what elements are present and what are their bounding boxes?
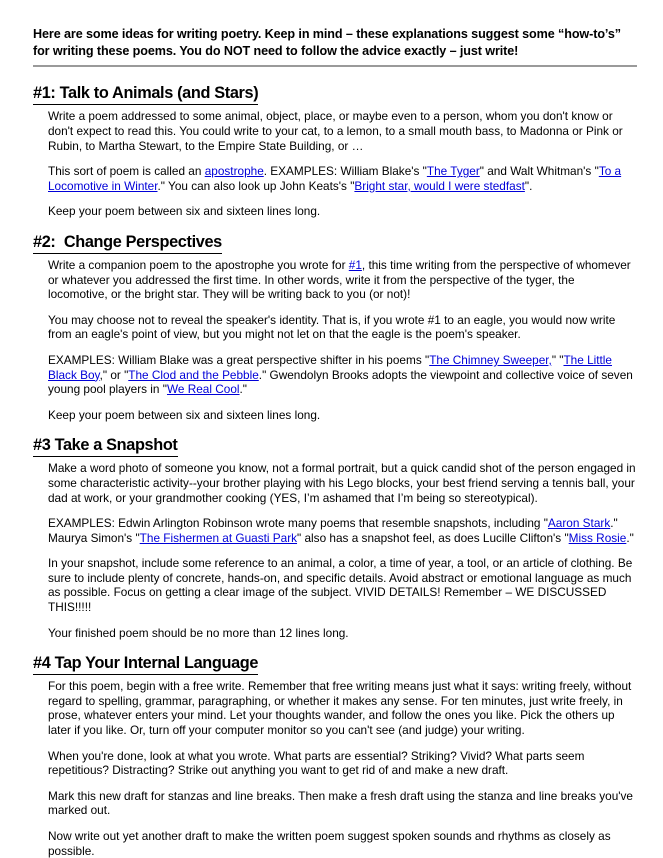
text-run: When you're done, look at what you wrote. What parts are essential? Striking? Vivid? What parts seem repetitious? Distracting? Strike out anything you want to get rid of and make a new draft. — [48, 748, 585, 778]
text-run: . EXAMPLES: William Blake's " — [263, 164, 427, 179]
paragraph — [48, 204, 637, 219]
text-run: , this time writing from the perspective of whomever or whatever you addressed the first time. In other words, write it from the perspective of the tyger, the locomotive, or the bright star. They will be writing back to you (or not)! — [48, 257, 631, 302]
paragraph — [48, 556, 637, 614]
section-body — [33, 258, 639, 422]
paragraph — [48, 749, 637, 778]
paragraph — [48, 408, 637, 423]
section-body — [33, 109, 639, 219]
text-run: Now write out yet another draft to make the written poem suggest spoken sounds and rhythms as closely as possible. — [48, 829, 611, 858]
text-run: " " — [551, 352, 564, 367]
section-body — [33, 679, 639, 858]
text-run: Write a companion poem to the apostrophe you wrote for — [48, 257, 349, 272]
paragraph — [48, 164, 637, 193]
intro-paragraph: Here are some ideas for writing poetry. Keep in mind – these explanations suggest some “how-to’s” for writing these poems. You do NOT need to follow the advice exactly – just write! — [33, 27, 621, 59]
text-run: Keep your poem between six and sixteen lines long. — [48, 407, 321, 422]
hyperlink[interactable]: #1 — [348, 257, 362, 272]
paragraph — [48, 679, 637, 737]
hyperlink[interactable]: To a Locomotive in Winter — [48, 164, 622, 193]
hyperlink[interactable]: The Chimney Sweeper, — [429, 352, 552, 367]
section-heading: #3 Take a Snapshot — [33, 436, 178, 457]
text-run: Your finished poem should be no more than 12 lines long. — [48, 625, 349, 640]
section-1 — [33, 84, 639, 219]
paragraph — [48, 829, 637, 858]
hyperlink[interactable]: The Clod and the Pebble — [128, 367, 259, 382]
text-run: Keep your poem between six and sixteen lines long. — [48, 204, 321, 219]
paragraph — [48, 109, 637, 153]
text-run: This sort of poem is called an — [48, 164, 205, 179]
text-run: You may choose not to reveal the speaker's identity. That is, if you wrote #1 to an eagle, you would now write from an eagle's point of view, but you might not let on that the eagle is the poem's speaker. — [48, 312, 616, 342]
sections-container — [33, 84, 639, 858]
text-run: " and Walt Whitman's " — [479, 164, 599, 179]
hyperlink[interactable]: Miss Rosie — [568, 530, 627, 545]
text-run: EXAMPLES: Edwin Arlington Robinson wrote many poems that resemble snapshots, including " — [48, 516, 548, 531]
section-heading-wrap — [33, 654, 639, 676]
text-run: ." You can also look up John Keats's " — [157, 178, 355, 193]
section-heading: #4 Tap Your Internal Language — [33, 654, 258, 675]
section-heading: #1: Talk to Animals (and Stars) — [33, 84, 258, 105]
hyperlink[interactable]: The Tyger — [426, 164, 480, 179]
hyperlink[interactable]: The Little Black Boy — [48, 352, 612, 382]
hyperlink[interactable]: Bright star, would I were stedfast — [354, 178, 525, 193]
section-2 — [33, 233, 639, 422]
text-run: EXAMPLES: William Blake was a great perspective shifter in his poems " — [48, 352, 430, 367]
text-run: ." — [626, 530, 634, 545]
paragraph — [48, 516, 637, 545]
text-run: ." Gwendolyn Brooks adopts the viewpoint and collective voice of seven young pool players in " — [48, 367, 633, 397]
text-run: " also has a snapshot feel, as does Lucille Clifton's " — [297, 530, 569, 545]
paragraph — [48, 353, 637, 397]
hyperlink[interactable]: We Real Cool — [166, 382, 240, 397]
text-run: ." — [239, 382, 247, 397]
hyperlink[interactable]: The Fishermen at Guasti Park — [139, 530, 298, 545]
section-heading-wrap — [33, 84, 639, 106]
section-heading-wrap — [33, 436, 639, 458]
paragraph — [48, 626, 637, 641]
text-run: ," or " — [99, 367, 129, 382]
text-run: ." Maurya Simon's " — [48, 516, 618, 545]
section-3 — [33, 436, 639, 640]
text-run: Mark this new draft for stanzas and line breaks. Then make a fresh draft using the stanza and line breaks you've marked out. — [48, 788, 633, 818]
text-run: In your snapshot, include some reference to an animal, a color, a time of year, a tool, or an article of clothing. Be sure to include plenty of concrete, hands-on, and specific details. Avoid abstract or emotional language as much as possible. Focus on getting a clear image of the subject. VIVID DETAILS! Remember – WE DISCUSSED THIS!!!!! — [48, 556, 633, 615]
section-body — [33, 461, 639, 640]
intro-divider — [33, 65, 637, 67]
text-run: For this poem, begin with a free write. Remember that free writing means just what it says: writing freely, without regard to spelling, grammar, paragraphing, or whether it makes any sense. For ten minutes, just write freely, in prose, whatever enters your mind. Let your thoughts wander, and follow the ones you like. Pick the others up later if you like. Or, turn off your computer monitor so you can't see (and judge) your writing. — [48, 679, 632, 738]
text-run: Make a word photo of someone you know, not a formal portrait, but a quick candid shot of the person engaged in some characteristic activity--your brother playing with his Lego blocks, your best friend serving a tennis ball, your dad at work, or your grandmother cooking (YES, I’m ashamed that I’m being so stereotypical). — [48, 461, 636, 505]
paragraph — [48, 258, 637, 302]
hyperlink[interactable]: apostrophe — [204, 164, 264, 179]
section-4 — [33, 654, 639, 858]
text-run: ". — [524, 178, 533, 193]
paragraph — [48, 461, 637, 505]
paragraph — [48, 789, 637, 818]
paragraph — [48, 313, 637, 342]
hyperlink[interactable]: Aaron Stark — [547, 516, 611, 531]
section-heading: #2: Change Perspectives — [33, 233, 222, 254]
text-run: Write a poem addressed to some animal, object, place, or maybe even to a person, whom you don't know or don't expect to read this. You could write to your cat, to a lemon, to a small mouth bass, to Madonna or Pink or Rubin, to Martha Stewart, to the Empire State Building, or … — [48, 109, 623, 153]
section-heading-wrap — [33, 233, 639, 255]
